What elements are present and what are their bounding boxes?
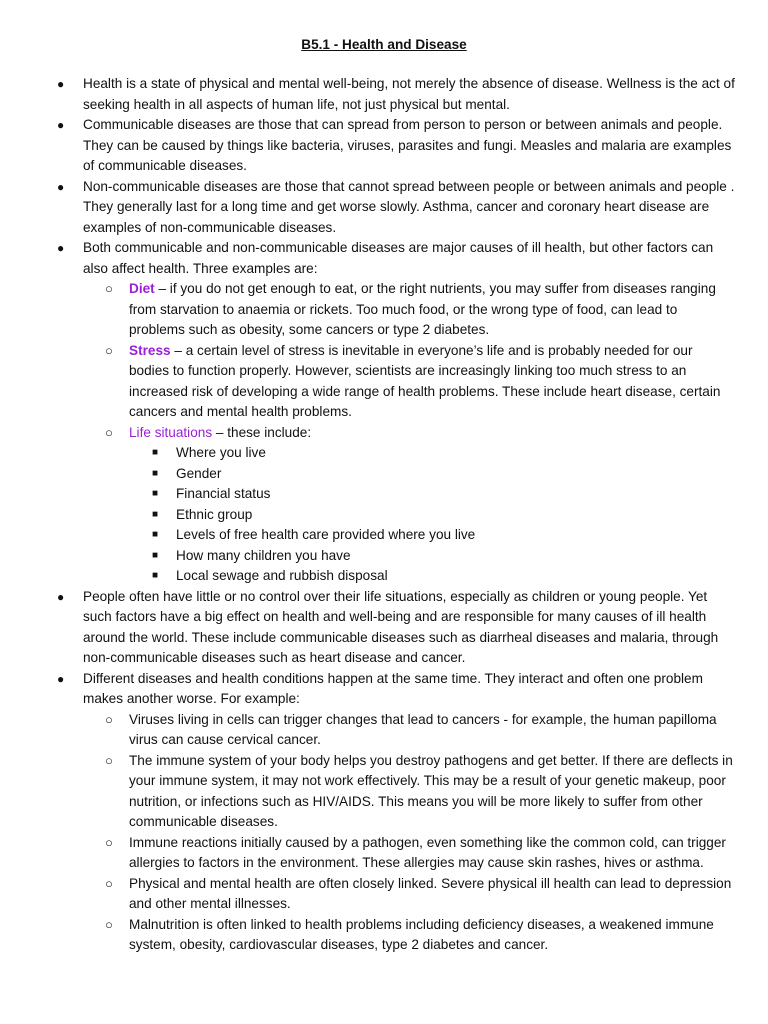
list-item-text: Gender bbox=[176, 465, 222, 481]
list-item bbox=[57, 669, 735, 956]
list-item-text: Levels of free health care provided where you live bbox=[176, 527, 476, 542]
filled-square-bullet-icon: ■ bbox=[152, 549, 159, 561]
factor-term: Stress bbox=[129, 342, 171, 358]
list-item bbox=[152, 443, 735, 464]
factors-list bbox=[83, 279, 735, 587]
factor-item-life-situations bbox=[105, 423, 735, 587]
filled-circle-bullet-icon: ● bbox=[57, 118, 65, 132]
list-item-text: Local sewage and rubbish disposal bbox=[176, 568, 388, 583]
list-item-text: Immune reactions initially caused by a pathogen, even something like the common cold, can trigger allergies to factors in the environment. These allergies may cause skin rashes, hives or asthma. bbox=[129, 834, 726, 870]
filled-circle-bullet-icon: ● bbox=[57, 179, 65, 194]
list-item bbox=[105, 874, 735, 915]
filled-circle-bullet-icon: ● bbox=[57, 241, 65, 255]
life-situations-list bbox=[129, 443, 735, 587]
examples-list bbox=[83, 710, 735, 956]
list-item bbox=[105, 751, 735, 833]
list-item-text: Financial status bbox=[176, 486, 271, 501]
factor-item-stress bbox=[105, 341, 735, 423]
list-item bbox=[105, 833, 735, 874]
hollow-circle-bullet-icon: ○ bbox=[105, 424, 113, 440]
list-item-text: Health is a state of physical and mental well-being, not merely the absence of disease. Wellness is the act of seeking health in all aspects of human life, not just physical but mental. bbox=[83, 76, 735, 112]
list-item bbox=[152, 525, 735, 546]
list-item-text: Ethnic group bbox=[176, 506, 253, 522]
hollow-circle-bullet-icon: ○ bbox=[105, 281, 113, 296]
list-item bbox=[105, 710, 735, 751]
filled-square-bullet-icon: ■ bbox=[152, 467, 159, 479]
list-item-text: The immune system of your body helps you destroy pathogens and get better. If there are deflects in your immune system, it may not work effectively. This may be a result of your genetic makeup, poor nutrition, or infections such as HIV/AIDS. This means you will be more likely to suffer from other communicable diseases. bbox=[129, 752, 733, 829]
filled-square-bullet-icon: ■ bbox=[152, 570, 159, 581]
hollow-circle-bullet-icon: ○ bbox=[105, 752, 113, 768]
list-item bbox=[57, 587, 735, 669]
list-item bbox=[152, 484, 735, 505]
filled-circle-bullet-icon: ● bbox=[57, 589, 65, 604]
list-item bbox=[152, 464, 735, 485]
list-item bbox=[57, 115, 735, 177]
filled-circle-bullet-icon: ● bbox=[57, 77, 65, 91]
list-item-text: Both communicable and non-communicable diseases are major causes of ill health, but other factors can also affect health. Three examples are: bbox=[83, 240, 714, 276]
list-item-text: People often have little or no control over their life situations, especially as children or young people. Yet such factors have a big effect on health and well-being and are responsible for many causes of ill health around the world. These include communicable diseases such as diarrheal diseases and malaria, through non-communicable diseases such as heart disease and cancer. bbox=[83, 588, 719, 665]
hollow-circle-bullet-icon: ○ bbox=[105, 875, 113, 891]
list-item-text: Viruses living in cells can trigger changes that lead to cancers - for example, the human papilloma virus can cause cervical cancer. bbox=[129, 711, 717, 747]
list-item-text: Non-communicable diseases are those that cannot spread between people or between animals and people . They generally last for a long time and get worse slowly. Asthma, cancer and coronary heart disease are examples of non-communicable diseases. bbox=[83, 178, 735, 235]
list-item bbox=[57, 74, 735, 115]
main-bullet-list bbox=[57, 74, 735, 956]
factor-term: Life situations bbox=[129, 424, 213, 440]
list-item bbox=[57, 177, 735, 239]
hollow-circle-bullet-icon: ○ bbox=[105, 711, 113, 727]
factor-text: – if you do not get enough to eat, or the right nutrients, you may suffer from diseases ranging from starvation to anaemia or rickets. Too much food, or the wrong type of food, can lead to problems such as obesity, some cancers or type 2 diabetes. bbox=[129, 281, 716, 337]
filled-square-bullet-icon: ■ bbox=[152, 508, 159, 520]
hollow-circle-bullet-icon: ○ bbox=[105, 916, 113, 932]
list-item bbox=[152, 505, 735, 526]
hollow-circle-bullet-icon: ○ bbox=[105, 342, 113, 358]
filled-square-bullet-icon: ■ bbox=[152, 488, 159, 499]
page-title: B5.1 - Health and Disease bbox=[301, 37, 467, 52]
factor-term: Diet bbox=[129, 281, 155, 296]
factor-item-diet bbox=[105, 279, 735, 341]
list-item bbox=[105, 915, 735, 956]
list-item-text: Different diseases and health conditions happen at the same time. They interact and often one problem makes another worse. For example: bbox=[83, 670, 703, 706]
list-item-text: How many children you have bbox=[176, 547, 351, 563]
filled-square-bullet-icon: ■ bbox=[152, 447, 159, 458]
factor-text: – these include: bbox=[212, 424, 312, 440]
filled-circle-bullet-icon: ● bbox=[57, 671, 65, 686]
factor-text: – a certain level of stress is inevitable in everyone’s life and is probably needed for our bodies to function properly. However, scientists are increasingly linking too much stress to an increased risk of developing a wide range of health problems. These include heart disease, certain cancers and mental health problems. bbox=[129, 342, 721, 419]
list-item-text: Physical and mental health are often closely linked. Severe physical ill health can lead to depression and other mental illnesses. bbox=[129, 875, 732, 911]
list-item-text: Where you live bbox=[176, 445, 266, 460]
hollow-circle-bullet-icon: ○ bbox=[105, 834, 113, 850]
list-item bbox=[152, 566, 735, 587]
list-item-text: Communicable diseases are those that can spread from person to person or between animals and people. They can be caused by things like bacteria, viruses, parasites and fungi. Measles and malaria are examples of communicable diseases. bbox=[83, 117, 732, 173]
list-item-text: Malnutrition is often linked to health problems including deficiency diseases, a weakened immune system, obesity, cardiovascular diseases, type 2 diabetes and cancer. bbox=[129, 916, 714, 952]
list-item bbox=[152, 546, 735, 567]
list-item bbox=[57, 238, 735, 587]
filled-square-bullet-icon: ■ bbox=[152, 529, 159, 540]
